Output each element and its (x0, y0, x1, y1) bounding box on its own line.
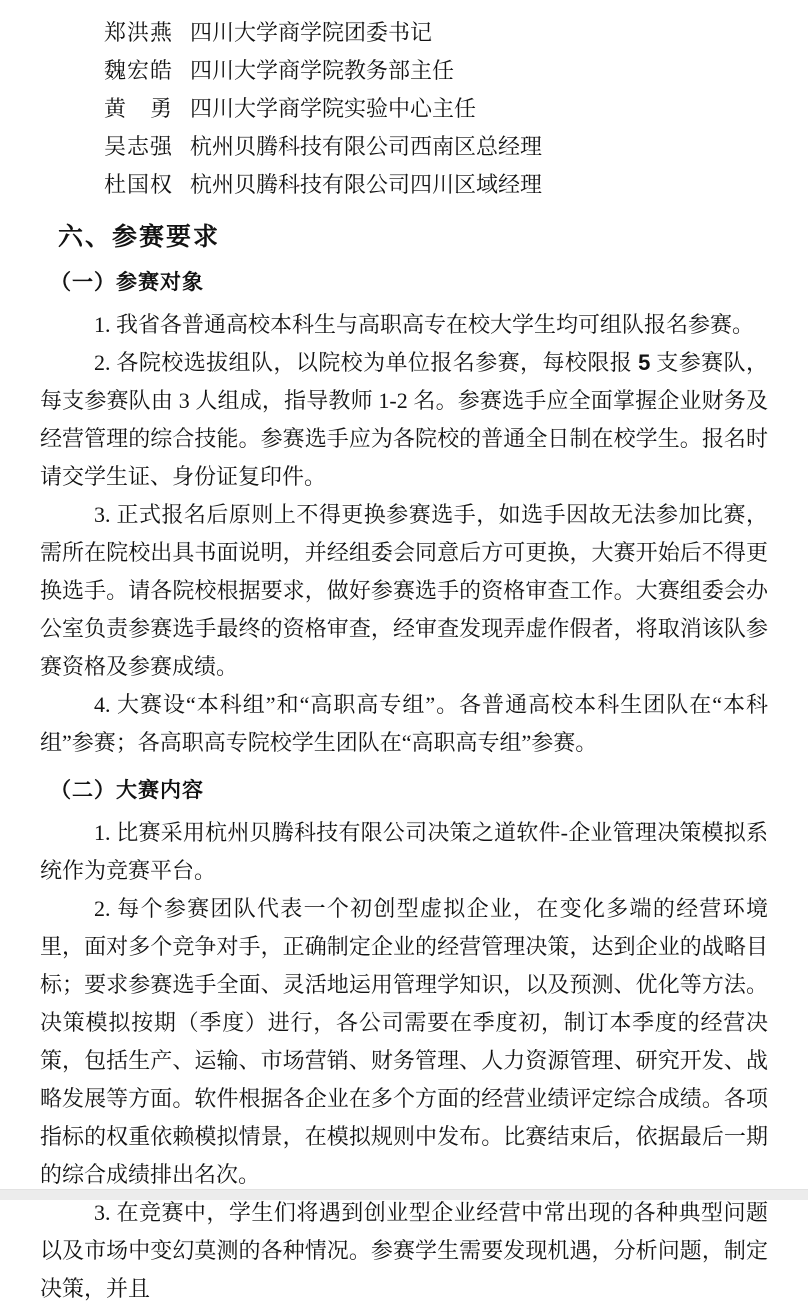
member-title: 四川大学商学院教务部主任 (190, 58, 455, 83)
member-title: 四川大学商学院团委书记 (190, 20, 433, 45)
member-name: 吴志强 (104, 134, 174, 159)
member-row (104, 128, 768, 166)
member-row (104, 52, 768, 90)
paragraph: 1. 比赛采用杭州贝腾科技有限公司决策之道软件-企业管理决策模拟系统作为竞赛平台。 (40, 820, 768, 883)
paragraph: 1. 我省各普通高校本科生与高职高专在校大学生均可组队报名参赛。 (94, 312, 755, 337)
member-name: 黄 勇 (104, 96, 174, 121)
member-title: 杭州贝腾科技有限公司西南区总经理 (190, 134, 543, 159)
member-title: 杭州贝腾科技有限公司四川区域经理 (190, 172, 543, 197)
member-name: 杜国权 (104, 172, 174, 197)
member-row (104, 90, 768, 128)
member-title: 四川大学商学院实验中心主任 (190, 96, 477, 121)
subsection-heading-2: （二）大赛内容 (50, 779, 204, 802)
paragraph-text: 支参赛队，每支参赛队由 3 人组成，指导教师 1-2 名。参赛选手应全面掌握企业财务及经营管理的综合技能。参赛选手应为各院校的普通全日制在校学生。报名时请交学生证、身份证复印件。 (40, 350, 768, 489)
paragraph: 4. 大赛设“本科组”和“高职高专组”。各普通高校本科生团队在“本科组”参赛；各高职高专院校学生团队在“高职高专组”参赛。 (40, 692, 768, 755)
member-row (104, 14, 768, 52)
paragraph: 2. 每个参赛团队代表一个初创型虚拟企业，在变化多端的经营环境里，面对多个竞争对手，正确制定企业的经营管理决策，达到企业的战略目标；要求参赛选手全面、灵活地运用管理学知识，以及预测、优化等方法。决策模拟按期（季度）进行，各公司需要在季度初，制订本季度的经营决策，包括生产、运输、市场营销、财务管理、人力资源管理、研究开发、战略发展等方面。软件根据各企业在多个方面的经营业绩评定综合成绩。各项指标的权重依赖模拟情景，在模拟规则中发布。比赛结束后，依据最后一期的综合成绩排出名次。 (40, 896, 768, 1187)
page-bottom-edge (0, 1189, 808, 1200)
subsection-heading-1: （一）参赛对象 (50, 271, 204, 294)
section-heading: 六、参赛要求 (58, 223, 221, 251)
member-name: 魏宏皓 (104, 58, 174, 83)
member-name: 郑洪燕 (104, 20, 174, 45)
paragraph: 3. 在竞赛中，学生们将遇到创业型企业经营中常出现的各种典型问题以及市场中变幻莫测的各种情况。参赛学生需要发现机遇，分析问题，制定决策，并且 (40, 1200, 768, 1301)
bold-number: 5 (638, 350, 651, 375)
committee-member-list (104, 14, 768, 204)
member-row (104, 166, 768, 204)
paragraph (40, 344, 768, 496)
paragraph-text: 2. 各院校选拔组队，以院校为单位报名参赛，每校限报 (94, 350, 639, 375)
paragraph: 3. 正式报名后原则上不得更换参赛选手，如选手因故无法参加比赛，需所在院校出具书面说明，并经组委会同意后方可更换，大赛开始后不得更换选手。请各院校根据要求，做好参赛选手的资格审查工作。大赛组委会办公室负责参赛选手最终的资格审查，经审查发现弄虚作假者，将取消该队参赛资格及参赛成绩。 (40, 502, 768, 679)
